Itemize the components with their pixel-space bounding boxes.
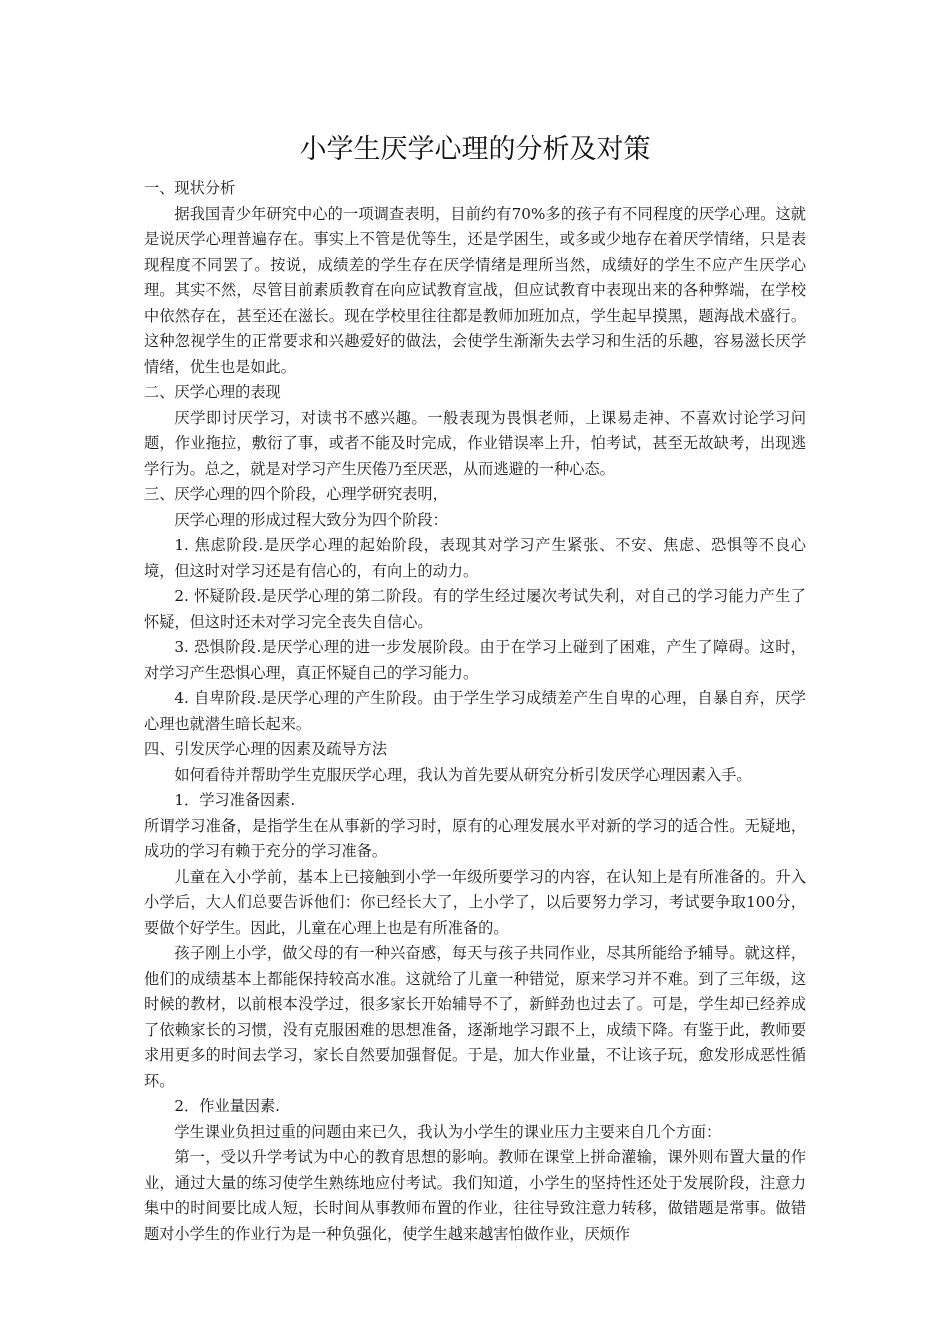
paragraph: 儿童在入小学前，基本上已接触到小学一年级所要学习的内容，在认知上是有所准备的。升入小学后，大人们总要告诉他们：你已经长大了，上小学了，以后要努力学习，考试要争取100分，要做个好学生。因此，儿童在心理上也是有所准备的。 [144,867,806,937]
paragraph: 厌学即讨厌学习，对读书不感兴趣。一般表现为畏惧老师，上课易走神、不喜欢讨论学习问题，作业拖拉，敷衍了事，或者不能及时完成，作业错误率上升，怕考试，甚至无故缺考，出现逃学行为。总之，就是对学习产生厌倦乃至厌恶，从而逃避的一种心态。 [144,408,806,478]
paragraph: 学生课业负担过重的问题由来已久，我认为小学生的课业压力主要来自几个方面： [174,1122,722,1141]
paragraph: 如何看待并帮助学生克服厌学心理，我认为首先要从研究分析引发厌学心理因素入手。 [174,765,752,784]
section-heading: 一、现状分析 [144,179,236,197]
paragraph: 2．作业量因素. [174,1097,281,1115]
paragraph: 2. 怀疑阶段.是厌学心理的第二阶段。有的学生经过屡次考试失利，对自己的学习能力产生了怀疑，但这时还未对学习完全丧失自信心。 [144,587,806,631]
paragraph: 据我国青少年研究中心的一项调查表明，目前约有70%多的孩子有不同程度的厌学心理。这就是说厌学心理普遍存在。事实上不管是优等生，还是学困生，或多或少地存在着厌学情绪，只是表现程度不同罢了。按说，成绩差的学生存在厌学情绪是理所当然，成绩好的学生不应产生厌学心理。其实不然，尽管目前素质教育在向应试教育宣战，但应试教育中表现出来的各种弊端，在学校中依然存在，甚至还在滋长。现在学校里往往都是教师加班加点，学生起早摸黑，题海战术盛行。这种忽视学生的正常要求和兴趣爱好的做法，会使学生渐渐失去学习和生活的乐趣，容易滋长厌学情绪，优生也是如此。 [144,204,806,376]
paragraph: 4. 自卑阶段.是厌学心理的产生阶段。由于学生学习成绩差产生自卑的心理，自暴自弃，厌学心理也就潜生暗长起来。 [144,689,806,733]
section-heading: 三、厌学心理的四个阶段，心理学研究表明， [144,485,448,503]
paragraph: 1．学习准备因素. [174,791,296,809]
paragraph-list [144,176,806,1247]
paragraph: 1. 焦虑阶段.是厌学心理的起始阶段，表现其对学习产生紧张、不安、焦虑、恐惧等不良心境，但这时对学习还是有信心的，有向上的动力。 [144,536,806,580]
page-title: 小学生厌学心理的分析及对策 [299,134,651,165]
paragraph: 孩子刚上小学，做父母的有一种兴奋感，每天与孩子共同作业，尽其所能给予辅导。就这样，他们的成绩基本上都能保持较高水准。这就给了儿童一种错觉，原来学习并不难。到了三年级，这时候的教材，以前根本没学过，很多家长开始辅导不了，新鲜劲也过去了。可是，学生却已经养成了依赖家长的习惯，没有克服困难的思想准备，逐渐地学习跟不上，成绩下降。有鉴于此，教师要求用更多的时间去学习，家长自然要加强督促。于是，加大作业量，不让该子玩，愈发形成恶性循环。 [144,944,806,1090]
section-heading: 二、厌学心理的表现 [144,383,281,401]
document-body [144,128,806,1247]
paragraph: 3. 恐惧阶段.是厌学心理的进一步发展阶段。由于在学习上碰到了困难，产生了障碍。这时，对学习产生恐惧心理，真正怀疑自己的学习能力。 [144,638,806,682]
paragraph: 厌学心理的形成过程大致分为四个阶段： [174,510,448,529]
section-heading: 四、引发厌学心理的因素及疏导方法 [144,740,387,758]
paragraph: 第一，受以升学考试为中心的教育思想的影响。教师在课堂上拼命灌输，课外则布置大量的作业，通过大量的练习使学生熟练地应付考试。我们知道，小学生的坚持性还处于发展阶段，注意力集中的时间要比成人短，长时间从事教师布置的作业，往往导致注意力转移，做错题是常事。做错题对小学生的作业行为是一种负强化，使学生越来越害怕做作业，厌烦作 [144,1148,806,1243]
paragraph: 所谓学习准备，是指学生在从事新的学习时，原有的心理发展水平对新的学习的适合性。无疑地，成功的学习有赖于充分的学习准备。 [144,816,806,860]
